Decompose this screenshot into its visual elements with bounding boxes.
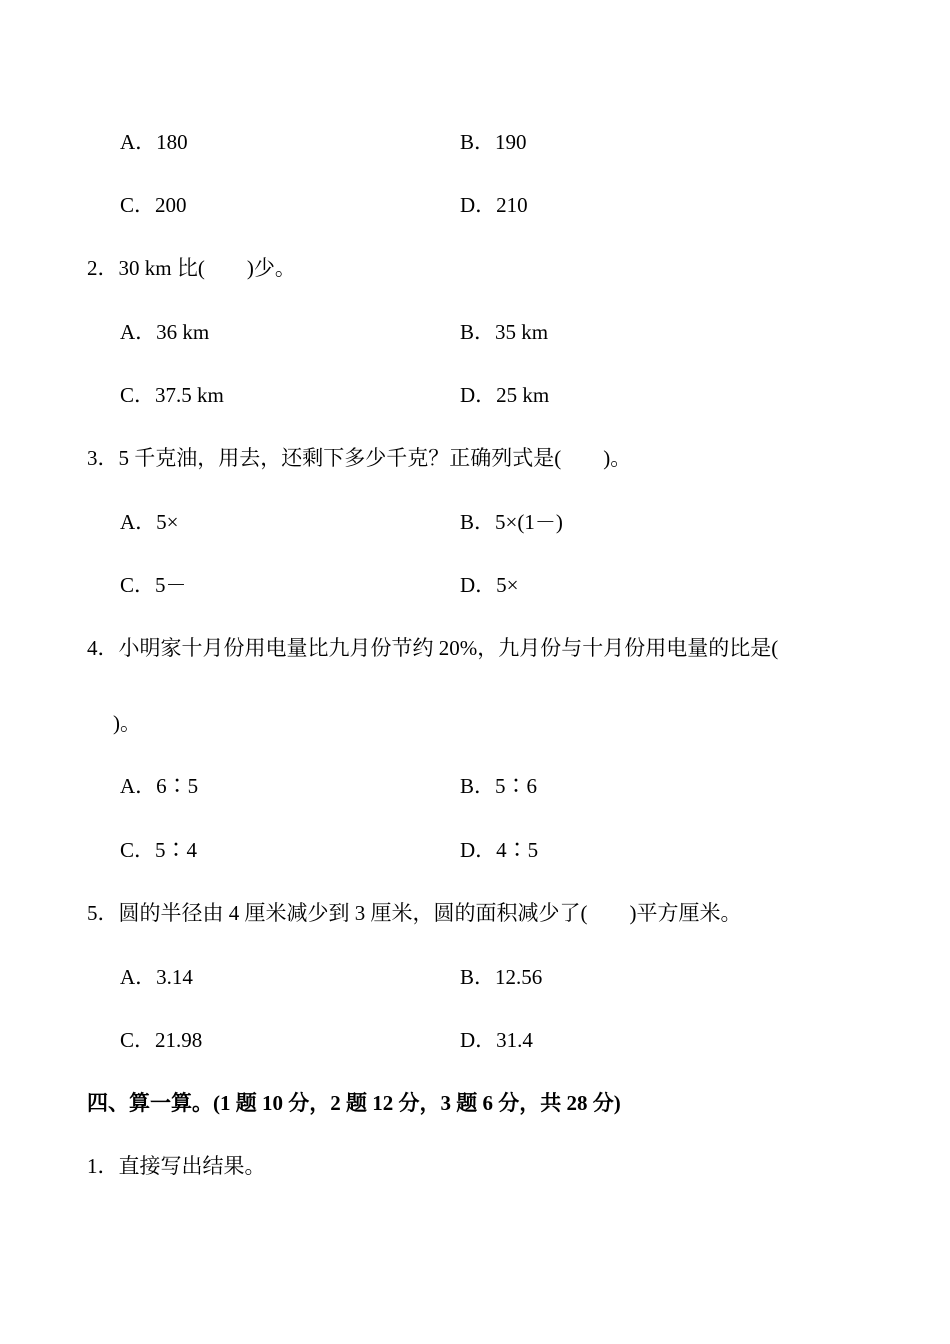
q5-option-a: A．3.14 (120, 965, 193, 989)
section-4-heading: 四、算一算。(1 题 10 分，2 题 12 分，3 题 6 分，共 28 分) (87, 1091, 621, 1115)
q3-option-b: B．5×(1－) (460, 510, 563, 534)
q4-option-b: B．5∶6 (460, 774, 538, 798)
q5-option-c: C．21.98 (120, 1028, 203, 1052)
q2-stem: 2．30 km 比( )少。 (87, 256, 296, 280)
q2-option-b: B．35 km (460, 320, 549, 344)
q1-option-c: C．200 (120, 193, 187, 217)
q2-option-a: A．36 km (120, 320, 210, 344)
q5-option-d: D．31.4 (460, 1028, 533, 1052)
q4-option-c: C．5∶4 (120, 838, 198, 862)
q1-option-a: A．180 (120, 130, 188, 154)
q2-option-c: C．37.5 km (120, 383, 224, 407)
q4-stem: 4．小明家十月份用电量比九月份节约 20%，九月份与十月份用电量的比是( (87, 636, 779, 660)
q4-option-a: A．6∶5 (120, 774, 199, 798)
q2-option-d: D．25 km (460, 383, 550, 407)
q5-stem: 5．圆的半径由 4 厘米减少到 3 厘米，圆的面积减少了( )平方厘米。 (87, 901, 742, 925)
q1-option-d: D．210 (460, 193, 528, 217)
q4-option-d: D．4∶5 (460, 838, 539, 862)
q4-stem-continuation: )。 (113, 711, 141, 735)
q3-stem: 3．5 千克油，用去，还剩下多少千克？正确列式是( )。 (87, 446, 632, 470)
q3-option-d: D．5× (460, 573, 519, 597)
section-4-item-1: 1．直接写出结果。 (87, 1154, 266, 1178)
q3-option-c: C．5－ (120, 573, 187, 597)
q3-option-a: A．5× (120, 510, 179, 534)
q1-option-b: B．190 (460, 130, 527, 154)
q5-option-b: B．12.56 (460, 965, 543, 989)
